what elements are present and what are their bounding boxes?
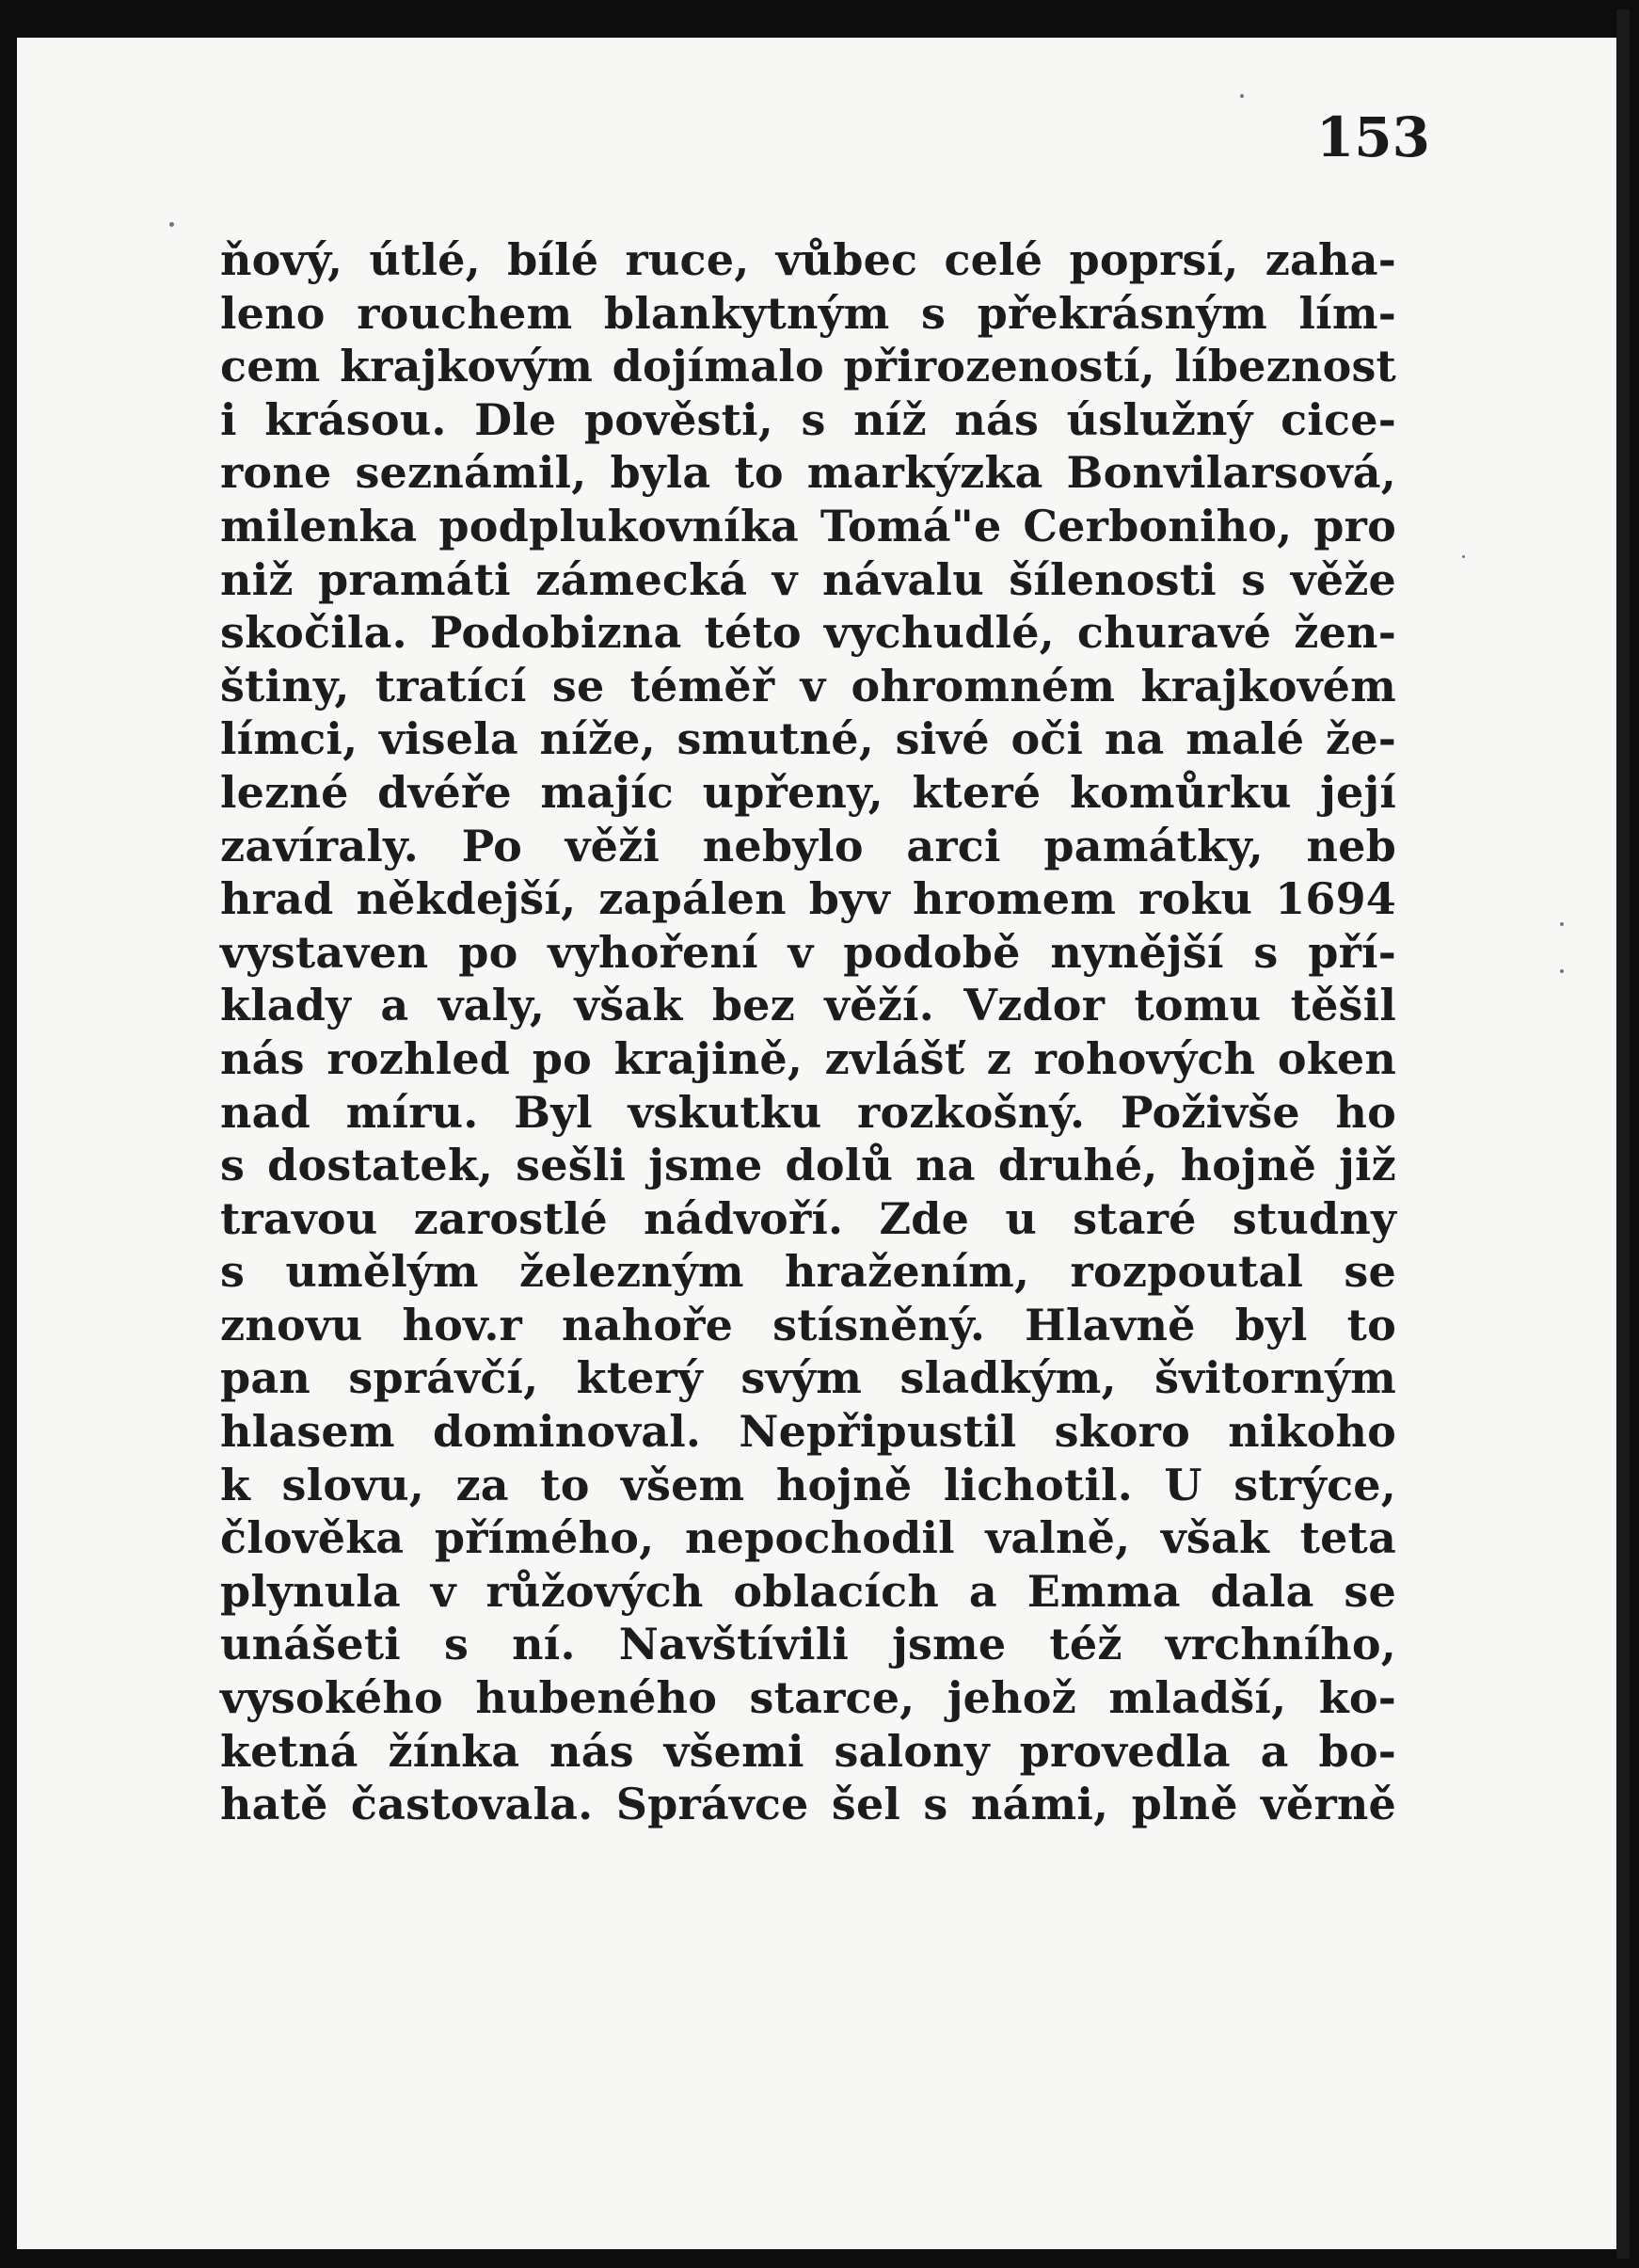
page-edge-shadow [1616, 9, 1630, 2259]
paper-speck [1462, 555, 1465, 558]
text-line: rone seznámil, byla to markýzka Bonvilarsová, [220, 447, 1396, 499]
text-line: pan správčí, který svým sladkým, švitorným [220, 1352, 1396, 1404]
text-line: hrad někdejší, zapálen byv hromem roku 1694 [220, 873, 1396, 925]
text-line: hlasem dominoval. Nepřipustil skoro nikoho [220, 1406, 1396, 1458]
text-line: límci, visela níže, smutné, sivé oči na malé že- [220, 713, 1396, 765]
page-number: 153 [1315, 105, 1430, 169]
text-line: zavíraly. Po věži nebylo arci památky, neb [220, 820, 1396, 871]
text-line: nad míru. Byl vskutku rozkošný. Poživše ho [220, 1086, 1396, 1138]
text-line: k slovu, za to všem hojně lichotil. U strýce, [220, 1459, 1396, 1510]
text-line: vysokého hubeného starce, jehož mladší, ko- [220, 1672, 1396, 1724]
text-line: leno rouchem blankytným s překrásným lím- [220, 287, 1396, 339]
text-line: znovu hov.r nahoře stísněný. Hlavně byl to [220, 1299, 1396, 1350]
text-line: unášeti s ní. Navštívili jsme též vrchního, [220, 1619, 1396, 1670]
text-line: cem krajkovým dojímalo přirozeností, líbeznost [220, 341, 1396, 392]
text-line: plynula v růžových oblacích a Emma dala se [220, 1565, 1396, 1617]
text-line: klady a valy, však bez věží. Vzdor tomu těšil [220, 980, 1396, 1031]
paper-speck [169, 222, 174, 227]
text-line: milenka podplukovníka Tomá"e Cerboniho, pro [220, 500, 1396, 551]
paper-speck [1240, 94, 1244, 98]
text-line: s umělým železným hražením, rozpoutal se [220, 1246, 1396, 1298]
text-line: skočila. Podobizna této vychudlé, churavé žen- [220, 607, 1396, 659]
text-line: niž pramáti zámecká v návalu šílenosti s věže [220, 553, 1396, 605]
text-line: nás rozhled po krajině, zvlášť z rohových oken [220, 1032, 1396, 1084]
text-line: ketná žínka nás všemi salony provedla a bo- [220, 1725, 1396, 1777]
text-line: ňový, útlé, bílé ruce, vůbec celé poprsí, zaha- [220, 234, 1396, 285]
text-line: štiny, tratící se téměř v ohromném krajkovém [220, 660, 1396, 711]
text-line: člověka přímého, nepochodil valně, však teta [220, 1512, 1396, 1564]
body-text [220, 233, 1396, 1831]
paper-speck [1560, 969, 1564, 973]
text-line: travou zarostlé nádvoří. Zde u staré studny [220, 1192, 1396, 1244]
text-line: i krásou. Dle pověsti, s níž nás úslužný cice- [220, 393, 1396, 445]
text-line: s dostatek, sešli jsme dolů na druhé, hojně již [220, 1140, 1396, 1191]
text-line: hatě častovala. Správce šel s námi, plně věrně [220, 1779, 1396, 1830]
text-line: lezné dvéře majíc upřeny, které komůrku její [220, 766, 1396, 818]
text-line: vystaven po vyhoření v podobě nynější s pří- [220, 926, 1396, 978]
paper-speck [1560, 922, 1564, 926]
